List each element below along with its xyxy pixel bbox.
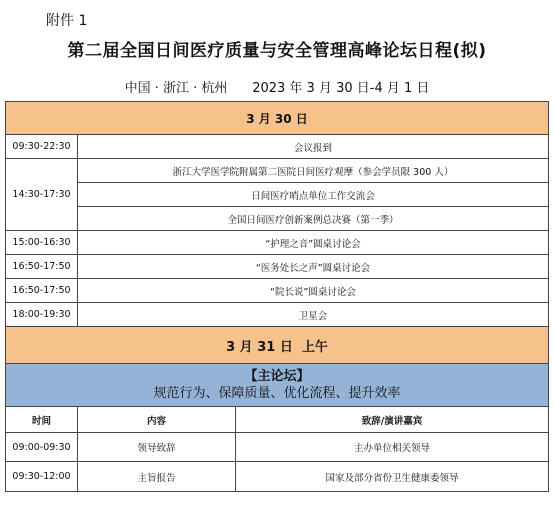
content-cell: “院长说”圆桌讨论会 (78, 279, 549, 303)
column-header-time: 时间 (6, 407, 78, 433)
content-cell: “护理之音”圆桌讨论会 (78, 231, 549, 255)
event-location-date: 中国 · 浙江 · 杭州 2023 年 3 月 30 日-4 月 1 日 (124, 81, 430, 96)
time-cell: 09:30-22:30 (6, 135, 78, 159)
table-row (6, 462, 549, 492)
time-cell: 09:00-09:30 (6, 433, 78, 462)
forum-row (6, 364, 549, 407)
table-row (6, 433, 549, 462)
time-cell: 09:30-12:00 (6, 462, 78, 492)
table-row (6, 159, 549, 183)
table-row (6, 207, 549, 231)
column-header-content: 内容 (78, 407, 236, 433)
annex-label: 附件 1 (46, 13, 88, 29)
content-cell: 卫星会 (78, 303, 549, 327)
content-cell: 全国日间医疗创新案例总决赛（第一季） (78, 207, 549, 231)
time-cell: 16:50-17:50 (6, 279, 78, 303)
table-row (6, 279, 549, 303)
main-forum-banner (6, 364, 549, 407)
content-cell: 主旨报告 (78, 462, 236, 492)
day1-header: 3 月 30 日 (6, 102, 549, 135)
table-row (6, 255, 549, 279)
schedule-table (5, 101, 549, 492)
table-row (6, 303, 549, 327)
content-cell: 日间医疗哨点单位工作交流会 (78, 183, 549, 207)
table-row (6, 183, 549, 207)
speaker-cell: 主办单位相关领导 (236, 433, 549, 462)
speaker-cell: 国家及部分省份卫生健康委领导 (236, 462, 549, 492)
content-cell: 领导致辞 (78, 433, 236, 462)
table-row (6, 231, 549, 255)
column-header-row (6, 407, 549, 433)
table-row (6, 135, 549, 159)
time-cell: 14:30-17:30 (6, 159, 78, 231)
time-cell: 18:00-19:30 (6, 303, 78, 327)
day-header-row (6, 327, 549, 364)
content-cell: 浙江大学医学院附属第二医院日间医疗观摩（参会学员限 300 人） (78, 159, 549, 183)
content-cell: 会议报到 (78, 135, 549, 159)
forum-title: 【主论坛】 (244, 369, 310, 384)
time-cell: 15:00-16:30 (6, 231, 78, 255)
content-cell: “医务处长之声”圆桌讨论会 (78, 255, 549, 279)
forum-theme: 规范行为、保障质量、优化流程、提升效率 (153, 386, 401, 401)
day2-header: 3 月 31 日 上午 (6, 327, 549, 364)
time-cell: 16:50-17:50 (6, 255, 78, 279)
day-header-row (6, 102, 549, 135)
column-header-speaker: 致辞/演讲嘉宾 (236, 407, 549, 433)
page-title: 第二届全国日间医疗质量与安全管理高峰论坛日程(拟) (67, 41, 487, 61)
